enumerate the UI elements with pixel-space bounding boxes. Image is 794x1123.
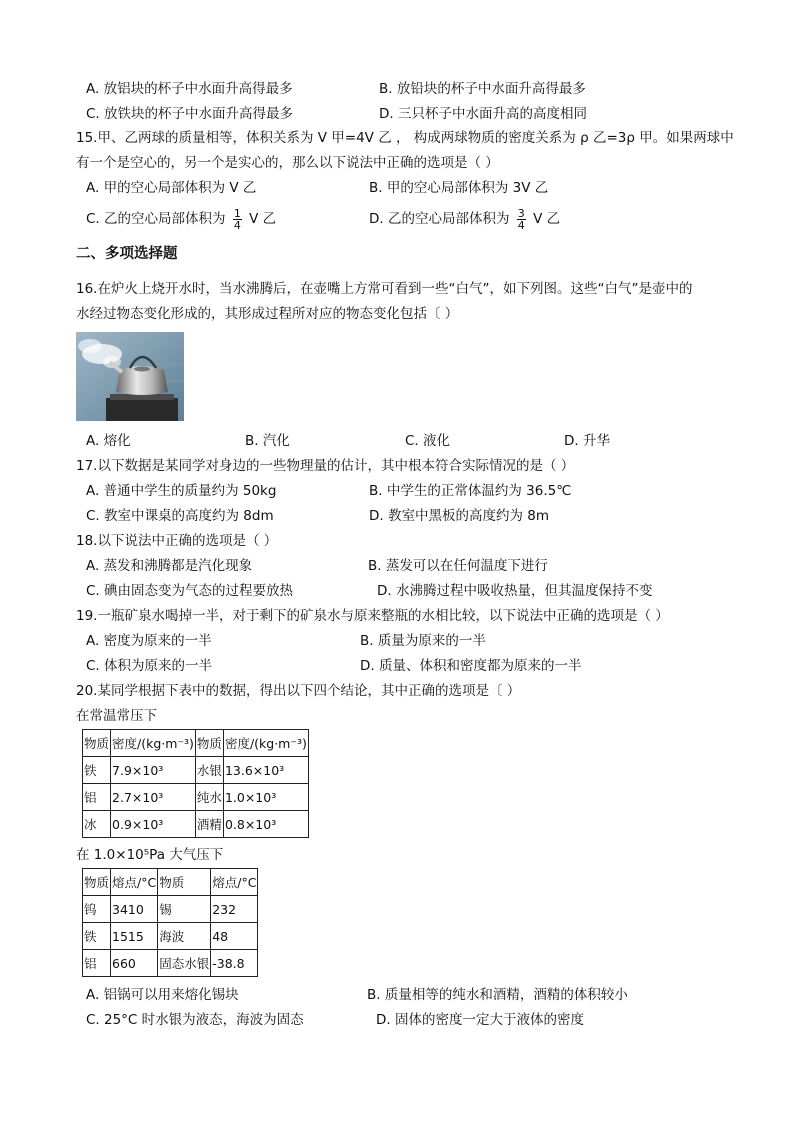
q16-option-d: D. 升华 (564, 433, 610, 449)
q18-option-b: B. 蒸发可以在任何温度下进行 (368, 558, 548, 574)
table-cell: 物质 (83, 869, 111, 896)
table-row (83, 869, 258, 896)
q15-option-b: B. 甲的空心局部体积为 3V 乙 (369, 180, 549, 196)
q20-option-b: B. 质量相等的纯水和酒精，酒精的体积较小 (367, 987, 628, 1003)
q14-option-b: B. 放铅块的杯子中水面升高得最多 (379, 81, 586, 97)
q14-option-d: D. 三只杯子中水面升高的高度相同 (379, 106, 587, 122)
q18-option-d: D. 水沸腾过程中吸收热量，但其温度保持不变 (377, 583, 653, 599)
q19-option-b: B. 质量为原来的一半 (360, 633, 486, 649)
table-row (83, 757, 309, 784)
kettle-icon (76, 332, 184, 421)
table-row (83, 896, 258, 923)
q16-stem-line1: 16.在炉火上烧开水时，当水沸腾后，在壶嘴上方常可看到一些“白气”，如下列图。这些“白气”是壶中的 (76, 281, 693, 297)
table-cell: 铁 (83, 757, 111, 784)
fraction-numerator: 1 (233, 206, 241, 220)
q16-option-a: A. 熔化 (86, 433, 131, 449)
q16-option-b: B. 汽化 (245, 433, 290, 449)
q15-option-d-suffix: V 乙 (533, 211, 561, 227)
fraction-numerator: 3 (517, 206, 525, 220)
q18-option-c: C. 碘由固态变为气态的过程要放热 (86, 583, 294, 599)
table-cell: 熔点/°C (211, 869, 258, 896)
table-cell: 铝 (83, 950, 111, 977)
fraction-denominator: 4 (233, 218, 241, 232)
table-row (83, 950, 258, 977)
q15-option-d (369, 203, 560, 235)
table-cell: 海波 (158, 923, 211, 950)
q15-stem-line2: 有一个是空心的，另一个是实心的，那么以下说法中正确的选项是（ ） (76, 155, 499, 171)
table2-caption: 在 1.0×10⁵Pa 大气压下 (76, 847, 224, 863)
q17-option-c: C. 教室中课桌的高度约为 8dm (86, 508, 274, 524)
q15-stem-line1: 15.甲、乙两球的质量相等，体积关系为 V 甲=4V 乙 ， 构成两球物质的密度关系为 ρ 乙=3ρ 甲。如果两球中 (76, 130, 734, 146)
q15-option-d-prefix: D. 乙的空心局部体积为 (369, 211, 510, 227)
table-row (83, 784, 309, 811)
q18-option-a: A. 蒸发和沸腾都是汽化现象 (86, 558, 253, 574)
q15-option-c (86, 203, 276, 235)
q16-stem-line2: 水经过物态变化形成的，其形成过程所对应的物态变化包括〔 ） (76, 306, 459, 322)
table-row (83, 923, 258, 950)
table-cell: -38.8 (211, 950, 258, 977)
q20-option-d: D. 固体的密度一定大于液体的密度 (376, 1012, 584, 1028)
table-cell: 密度/(kg·m⁻³) (111, 730, 196, 757)
table-cell: 锡 (158, 896, 211, 923)
kettle-photo (76, 332, 184, 421)
q20-stem: 20.某同学根据下表中的数据，得出以下四个结论，其中正确的选项是〔 ） (76, 683, 521, 699)
table-row (83, 811, 309, 838)
fraction-denominator: 4 (517, 218, 525, 232)
table-cell: 密度/(kg·m⁻³) (223, 730, 308, 757)
table-cell: 铁 (83, 923, 111, 950)
table-cell: 熔点/°C (111, 869, 158, 896)
q19-option-d: D. 质量、体积和密度都为原来的一半 (360, 658, 582, 674)
q17-option-d: D. 教室中黑板的高度约为 8m (369, 508, 550, 524)
table-cell: 13.6×10³ (223, 757, 308, 784)
q15-option-a: A. 甲的空心局部体积为 V 乙 (86, 180, 257, 196)
table-cell: 48 (211, 923, 258, 950)
q17-option-b: B. 中学生的正常体温约为 36.5℃ (369, 483, 572, 499)
q18-stem: 18.以下说法中正确的选项是（ ） (76, 533, 278, 549)
q15-option-c-prefix: C. 乙的空心局部体积为 (86, 211, 226, 227)
q17-stem: 17.以下数据是某同学对身边的一些物理量的估计，其中根本符合实际情况的是（ ） (76, 458, 575, 474)
q14-option-a: A. 放铝块的杯子中水面升高得最多 (86, 81, 293, 97)
density-table (82, 729, 309, 838)
table-row (83, 730, 309, 757)
table-cell: 1515 (111, 923, 158, 950)
q20-option-a: A. 铝锅可以用来熔化锡块 (86, 987, 239, 1003)
table-cell: 3410 (111, 896, 158, 923)
q15-option-c-suffix: V 乙 (249, 211, 277, 227)
q14-option-c: C. 放铁块的杯子中水面升高得最多 (86, 106, 294, 122)
table-cell: 酒精 (195, 811, 223, 838)
table-cell: 物质 (195, 730, 223, 757)
section-title: 二、多项选择题 (76, 246, 178, 262)
table-cell: 固态水银 (158, 950, 211, 977)
table-cell: 0.8×10³ (223, 811, 308, 838)
table-cell: 232 (211, 896, 258, 923)
q17-option-a: A. 普通中学生的质量约为 50kg (86, 483, 277, 499)
q20-option-c: C. 25°C 时水银为液态，海波为固态 (86, 1012, 304, 1028)
table-cell: 物质 (83, 730, 111, 757)
table-cell: 660 (111, 950, 158, 977)
table-cell: 2.7×10³ (111, 784, 196, 811)
table-cell: 铝 (83, 784, 111, 811)
melting-point-table (82, 868, 258, 977)
fraction-three-quarters (517, 208, 526, 231)
table-cell: 0.9×10³ (111, 811, 196, 838)
q19-stem: 19.一瓶矿泉水喝掉一半，对于剩下的矿泉水与原来整瓶的水相比较，以下说法中正确的选项是（ ） (76, 608, 669, 624)
fraction-one-quarter (233, 208, 242, 231)
table-cell: 钨 (83, 896, 111, 923)
table1-caption: 在常温常压下 (76, 708, 157, 724)
table-cell: 7.9×10³ (111, 757, 196, 784)
q19-option-a: A. 密度为原来的一半 (86, 633, 212, 649)
table-cell: 水银 (195, 757, 223, 784)
table-cell: 纯水 (195, 784, 223, 811)
table-cell: 物质 (158, 869, 211, 896)
q19-option-c: C. 体积为原来的一半 (86, 658, 213, 674)
q16-option-c: C. 液化 (405, 433, 451, 449)
table-cell: 1.0×10³ (223, 784, 308, 811)
table-cell: 冰 (83, 811, 111, 838)
